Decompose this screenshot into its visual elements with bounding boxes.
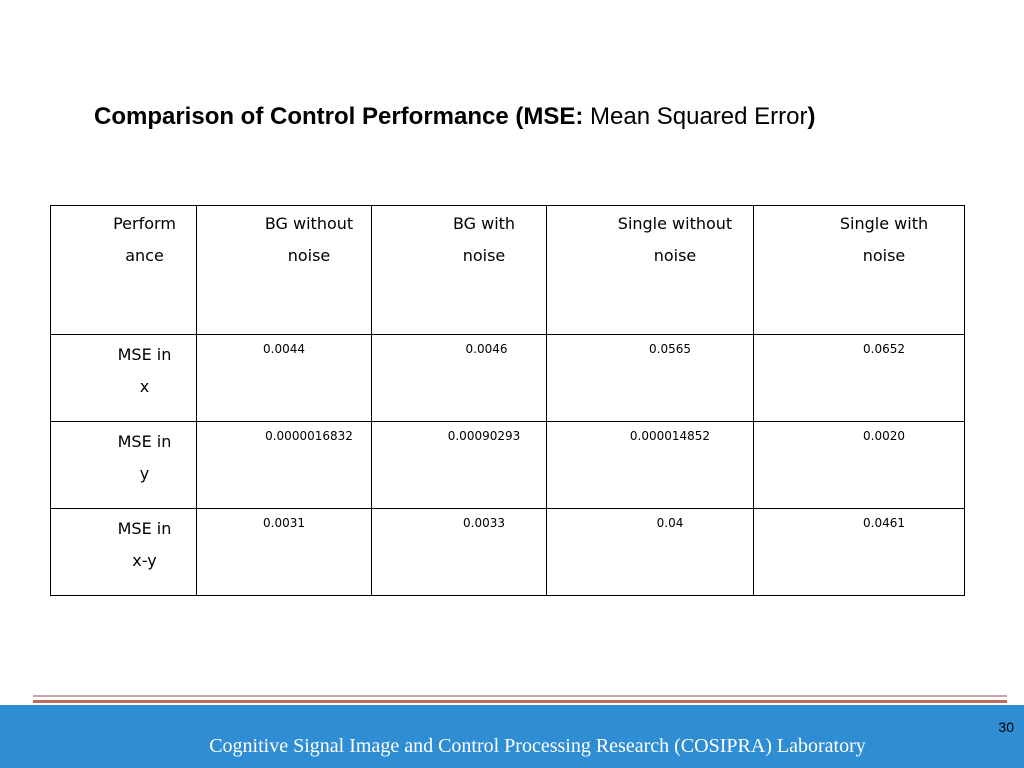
header-line: Single without [617,214,733,233]
row-label-cell [51,422,197,509]
table-header-row [51,206,965,335]
header-line: Single with [839,214,929,233]
header-cell-bg-with-noise [372,206,547,335]
header-line: Perform [113,214,176,233]
value-cell [754,509,965,596]
value-cell [547,422,754,509]
value-text: 0.0033 [463,516,505,530]
performance-table [50,205,965,596]
value-cell [197,335,372,422]
slide-title-bold: Comparison of Control Performance (MSE: [94,103,584,130]
value-text: 0.0000016832 [265,429,353,443]
value-text: 0.0565 [649,342,691,356]
header-line: BG with [452,214,516,233]
header-cell-bg-without-noise [197,206,372,335]
header-line: noise [862,246,906,265]
value-cell [372,422,547,509]
value-text: 0.000014852 [629,429,711,443]
slide-title-normal: Mean Squared Error [583,103,808,130]
row-label-line: y [139,464,150,483]
header-line: ance [125,246,164,265]
header-cell-single-with-noise [754,206,965,335]
value-cell [372,335,547,422]
value-text: 0.04 [656,516,684,530]
slide-title-close: ) [807,103,816,130]
table-row [51,509,965,596]
header-line: noise [287,246,331,265]
value-cell [754,422,965,509]
value-text: 0.0461 [863,516,905,530]
value-text: 0.0652 [863,342,905,356]
header-line: noise [653,246,697,265]
value-text: 0.0046 [465,342,508,356]
row-label-cell [51,509,197,596]
value-cell [547,509,754,596]
row-label-line: MSE in [117,519,172,538]
row-label-line: MSE in [117,432,172,451]
header-line: BG without [264,214,354,233]
slide-title [94,100,974,134]
divider-line-light [33,695,1007,697]
value-text: 0.0020 [863,429,905,443]
value-text: 0.0031 [263,516,305,530]
value-text: 0.0044 [263,342,305,356]
footer-bar [0,705,1024,768]
page-number: 30 [998,719,1014,735]
header-cell-single-without-noise [547,206,754,335]
divider-line-dark [33,700,1007,703]
header-cell-performance [51,206,197,335]
value-text: 0.00090293 [447,429,521,443]
value-cell [547,335,754,422]
row-label-cell [51,335,197,422]
value-cell [197,422,372,509]
row-label-line: x-y [132,551,157,570]
value-cell [754,335,965,422]
header-line: noise [462,246,506,265]
value-cell [372,509,547,596]
value-cell [197,509,372,596]
row-label-line: x [139,377,150,396]
table-row [51,422,965,509]
row-label-line: MSE in [117,345,172,364]
table-row [51,335,965,422]
lab-name: Cognitive Signal Image and Control Processing Research (COSIPRA) Laboratory [209,735,866,757]
